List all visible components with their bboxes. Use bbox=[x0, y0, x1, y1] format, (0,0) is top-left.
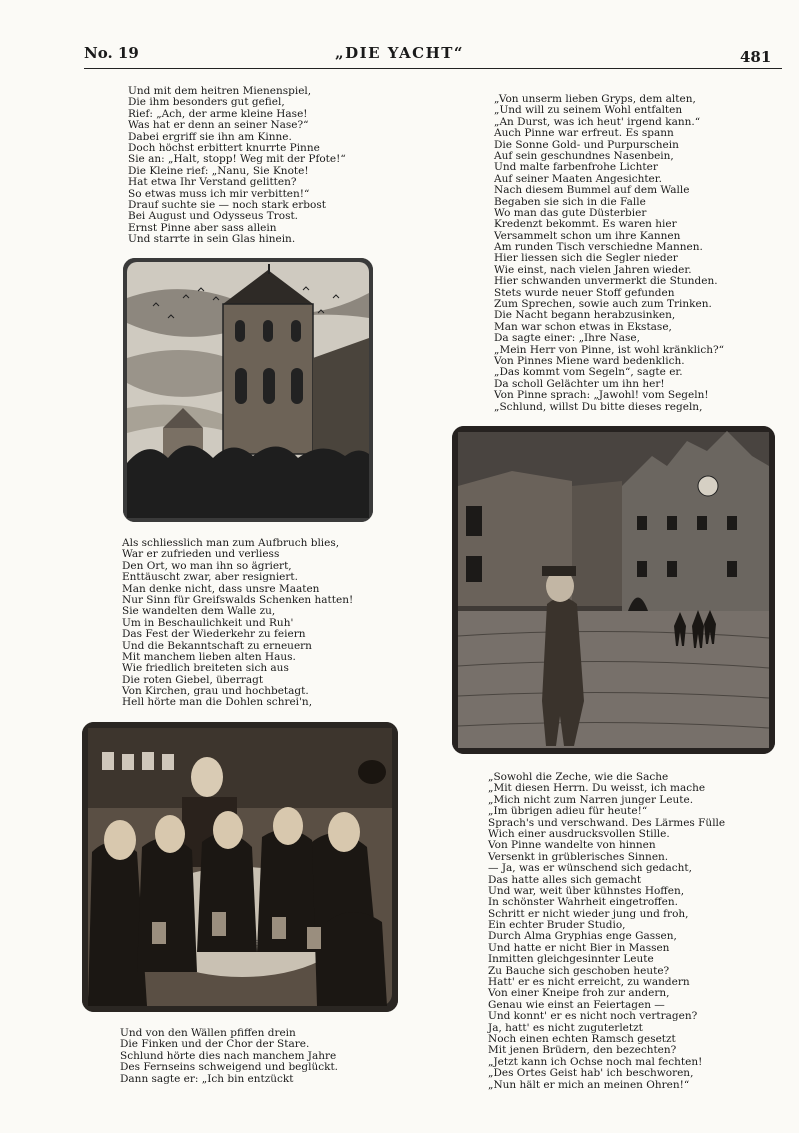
verse-line: Und von den Wällen pfiffen drein bbox=[120, 1027, 296, 1039]
verse-line: Wich einer ausdrucksvollen Stille. bbox=[488, 827, 670, 840]
verse-line: Begaben sie sich in die Falle bbox=[494, 195, 646, 208]
square-illustration bbox=[452, 426, 775, 754]
poem-left-top bbox=[128, 86, 346, 245]
verse-line: Die Nacht begann herabzusinken, bbox=[494, 309, 676, 322]
verse-line: Versammelt schon um ihre Kannen bbox=[494, 229, 681, 242]
verse-line: Sie an: „Halt, stopp! Weg mit der Pfote!“ bbox=[128, 153, 346, 166]
verse-line: „Mich nicht zum Narren junger Leute. bbox=[488, 793, 694, 806]
verse-line: „Mit diesen Herrn. Du weisst, ich mache bbox=[488, 782, 706, 795]
verse-line: Man denke nicht, dass unsre Maaten bbox=[122, 582, 320, 595]
verse-line: Wo man das gute Düsterbier bbox=[494, 206, 647, 219]
verse-line: Doch höchst erbittert knurrte Pinne bbox=[128, 141, 320, 154]
verse-line: Bei August und Odysseus Trost. bbox=[128, 210, 299, 223]
verse-line: Man war schon etwas in Ekstase, bbox=[494, 320, 672, 333]
verse-line: Enttäuscht zwar, aber resigniert. bbox=[122, 571, 298, 584]
verse-line: „Sowohl die Zeche, wie die Sache bbox=[488, 771, 669, 783]
verse-line: Noch einen echten Ramsch gesetzt bbox=[488, 1032, 676, 1045]
church-illustration bbox=[123, 258, 373, 522]
verse-line: Hier schwanden unvermerkt die Stunden. bbox=[494, 275, 718, 288]
verse-line: Da sagte einer: „Ihre Nase, bbox=[494, 332, 640, 345]
verse-line: Kredenzt bekommt. Es waren hier bbox=[494, 218, 677, 231]
poem-right-bottom bbox=[488, 772, 725, 1091]
verse-line: Und malte farbenfrohe Lichter bbox=[494, 161, 658, 174]
verse-line: Auf seiner Maaten Angesichter. bbox=[494, 172, 662, 185]
verse-line: Und hatte er nicht Bier in Massen bbox=[488, 941, 670, 954]
verse-line: Hat etwa Ihr Verstand gelitten? bbox=[128, 176, 297, 189]
verse-line: Drauf suchte sie — noch stark erbost bbox=[128, 198, 326, 211]
verse-line: War er zufrieden und verliess bbox=[122, 548, 280, 561]
verse-line: Und war, weit über kühnstes Hoffen, bbox=[488, 884, 685, 897]
verse-line: Mit manchem lieben alten Haus. bbox=[122, 650, 296, 663]
verse-line: Zum Sprechen, sowie auch zum Trinken. bbox=[494, 298, 712, 311]
verse-line: „Von unserm lieben Gryps, dem alten, bbox=[494, 93, 696, 105]
verse-line: Wie einst, nach vielen Jahren wieder. bbox=[494, 263, 692, 276]
verse-line: Von Kirchen, grau und hochbetagt. bbox=[122, 685, 309, 698]
verse-line: Was hat er denn an seiner Nase?“ bbox=[128, 119, 309, 132]
verse-line: „Und will zu seinem Wohl entfalten bbox=[494, 104, 683, 117]
verse-line: Dabei ergriff sie ihn am Kinne. bbox=[128, 130, 292, 143]
verse-line: Von einer Kneipe froh zur andern, bbox=[488, 987, 670, 1000]
verse-line: Zu Bauche sich geschoben heute? bbox=[488, 964, 670, 977]
verse-line: Die ihm besonders gut gefiel, bbox=[128, 96, 285, 109]
verse-line: „Mein Herr von Pinne, ist wohl kränklich?“ bbox=[494, 343, 724, 356]
verse-line: Ja, hatt' es nicht zuguterletzt bbox=[488, 1021, 643, 1034]
church-drawing bbox=[123, 258, 373, 522]
verse-line: Des Fernseins schweigend und beglückt. bbox=[120, 1061, 339, 1074]
verse-line: Und mit dem heitren Mienenspiel, bbox=[128, 85, 312, 97]
verse-line: Den Ort, wo man ihn so ägriert, bbox=[122, 559, 292, 572]
poem-left-middle bbox=[122, 538, 353, 709]
verse-line: Das hatte alles sich gemacht bbox=[488, 873, 642, 886]
poem-right-top bbox=[494, 94, 724, 413]
verse-line: „Jetzt kann ich Ochse noch mal fechten! bbox=[488, 1055, 703, 1068]
verse-line: Genau wie einst an Feiertagen — bbox=[488, 998, 665, 1011]
verse-line: Von Pinnes Miene ward bedenklich. bbox=[494, 354, 685, 367]
verse-line: Die Kleine rief: „Nanu, Sie Knote! bbox=[128, 164, 309, 177]
verse-line: „Nun hält er mich an meinen Ohren!“ bbox=[488, 1078, 690, 1091]
verse-line: Auch Pinne war erfreut. Es spann bbox=[494, 127, 674, 140]
verse-line: Schlund hörte dies nach manchem Jahre bbox=[120, 1049, 337, 1062]
verse-line: So etwas muss ich mir verbitten!“ bbox=[128, 187, 310, 200]
verse-line: Als schliesslich man zum Aufbruch blies, bbox=[122, 537, 340, 549]
page-header bbox=[0, 0, 799, 80]
verse-line: Hier liessen sich die Segler nieder bbox=[494, 252, 678, 265]
verse-line: Durch Alma Gryphias enge Gassen, bbox=[488, 930, 677, 943]
verse-line: Am runden Tisch verschiedne Mannen. bbox=[494, 241, 703, 254]
verse-line: Schritt er nicht wieder jung und froh, bbox=[488, 907, 689, 920]
verse-line: Die Finken und der Chor der Stare. bbox=[120, 1038, 310, 1051]
verse-line: Nach diesem Bummel auf dem Walle bbox=[494, 184, 690, 197]
verse-line: Und die Bekanntschaft zu erneuern bbox=[122, 639, 312, 652]
verse-line: Hatt' er es nicht erreicht, zu wandern bbox=[488, 976, 690, 989]
verse-line: Nur Sinn für Greifswalds Schenken hatten! bbox=[122, 593, 354, 606]
tavern-illustration bbox=[82, 722, 398, 1012]
verse-line: Rief: „Ach, der arme kleine Hase! bbox=[128, 107, 308, 120]
verse-line: Auf sein geschundnes Nasenbein, bbox=[494, 149, 674, 162]
verse-line: Wie friedlich breiteten sich aus bbox=[122, 662, 289, 675]
verse-line: Um in Beschaulichkeit und Ruh' bbox=[122, 616, 294, 629]
verse-line: Dann sagte er: „Ich bin entzückt bbox=[120, 1072, 294, 1085]
journal-title: „DIE YACHT“ bbox=[334, 44, 465, 62]
verse-line: Von Pinne wandelte von hinnen bbox=[488, 839, 656, 852]
header-rule bbox=[84, 68, 782, 69]
page-number: 481 bbox=[740, 48, 772, 66]
poem-left-bottom bbox=[120, 1028, 338, 1085]
verse-line: Mit jenen Brüdern, den bezechten? bbox=[488, 1044, 677, 1057]
verse-line: Versenkt in grüblerisches Sinnen. bbox=[488, 850, 669, 863]
verse-line: — Ja, was er wünschend sich gedacht, bbox=[488, 862, 692, 875]
verse-line: Und konnt' er es nicht noch vertragen? bbox=[488, 1010, 698, 1023]
verse-line: Sprach's und verschwand. Des Lärmes Fülle bbox=[488, 816, 726, 829]
verse-line: Ernst Pinne aber sass allein bbox=[128, 221, 277, 234]
verse-line: „Im übrigen adieu für heute!“ bbox=[488, 805, 648, 818]
verse-line: „An Durst, was ich heut' irgend kann.“ bbox=[494, 115, 701, 128]
verse-line: Inmitten gleichgesinnter Leute bbox=[488, 953, 654, 966]
verse-line: Sie wandelten dem Walle zu, bbox=[122, 605, 276, 618]
verse-line: Stets wurde neuer Stoff gefunden bbox=[494, 286, 675, 299]
verse-line: „Schlund, willst Du bitte dieses regeln, bbox=[494, 400, 703, 413]
square-drawing bbox=[452, 426, 775, 754]
verse-line: Von Pinne sprach: „Jawohl! vom Segeln! bbox=[494, 389, 709, 402]
verse-line: Die roten Giebel, überragt bbox=[122, 673, 264, 686]
verse-line: Das Fest der Wiederkehr zu feiern bbox=[122, 628, 306, 641]
verse-line: Ein echter Bruder Studio, bbox=[488, 919, 626, 932]
verse-line: „Des Ortes Geist hab' ich beschworen, bbox=[488, 1067, 694, 1080]
verse-line: Da scholl Gelächter um ihn her! bbox=[494, 377, 665, 390]
verse-line: Hell hörte man die Dohlen schrei'n, bbox=[122, 696, 313, 709]
verse-line: In schönster Wahrheit eingetroffen. bbox=[488, 896, 678, 909]
issue-number: No. 19 bbox=[84, 44, 139, 62]
verse-line: Die Sonne Gold- und Purpurschein bbox=[494, 138, 679, 151]
tavern-drawing bbox=[82, 722, 398, 1012]
verse-line: Und starrte in sein Glas hinein. bbox=[128, 233, 296, 246]
verse-line: „Das kommt vom Segeln“, sagte er. bbox=[494, 366, 683, 379]
